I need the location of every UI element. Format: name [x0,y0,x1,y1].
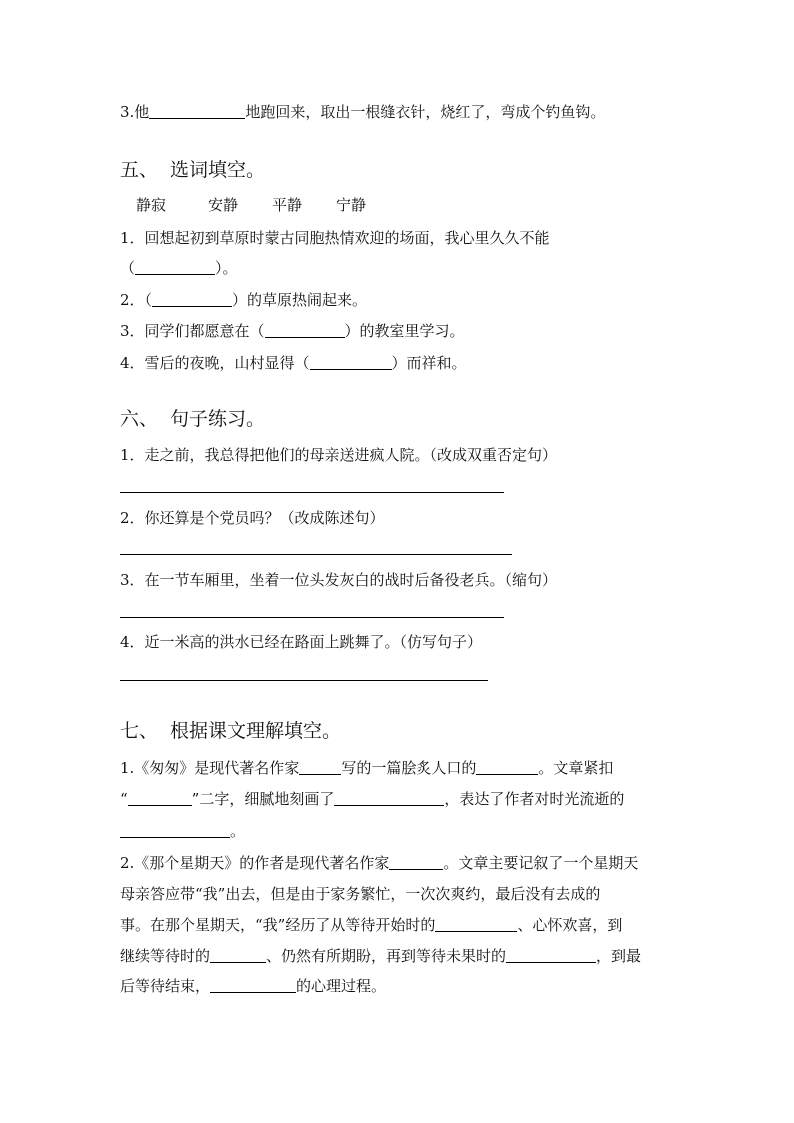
word-choice: 平静 [272,196,303,214]
answer-blank[interactable] [389,854,443,870]
s6-item-4: 4．近一米高的洪水已经在路面上跳舞了。（仿写句子） [120,633,483,651]
section-5-heading: 五、 选词填空。 [120,159,266,181]
answer-blank[interactable] [310,354,392,370]
s5-item-3: 3．同学们都愿意在（ ）的教室里学习。 [120,322,465,340]
answer-line[interactable] [120,554,512,555]
q4-item-3: 3.他 地跑回来，取出一根缝衣针，烧红了，弯成个钓鱼钩。 [120,103,606,121]
answer-blank[interactable] [135,259,215,275]
word-choices [136,195,366,215]
s6-item-3: 3．在一节车厢里，坐着一位头发灰白的战时后备役老兵。（缩句） [120,571,558,589]
s5-item-2: 2．（ ）的草原热闹起来。 [120,291,368,309]
answer-blank[interactable] [435,916,517,932]
answer-line[interactable] [120,492,504,493]
answer-blank[interactable] [210,947,266,963]
answer-blank[interactable] [149,103,245,119]
s5-item-1: 1．回想起初到草原时蒙古同胞热情欢迎的场面，我心里久久不能 [120,229,550,247]
word-choice: 宁静 [336,196,367,214]
answer-blank[interactable] [128,790,192,806]
s5-item-1-cont: （ ）。 [120,259,238,277]
s7-p2-line-2: 母亲答应带“我”出去，但是由于家务繁忙，一次次爽约，最后没有去成的 [120,885,601,903]
answer-blank[interactable] [120,822,230,838]
answer-blank[interactable] [476,759,538,775]
answer-blank[interactable] [506,947,596,963]
answer-line[interactable] [120,617,504,618]
answer-blank[interactable] [334,790,444,806]
word-choice: 静寂 [136,196,167,214]
section-6-heading: 六、 句子练习。 [120,408,266,430]
word-choice: 安静 [208,196,239,214]
section-7-heading: 七、 根据课文理解填空。 [120,720,342,742]
answer-blank[interactable] [299,759,341,775]
s7-p2-line-3: 事。在那个星期天，“我”经历了从等待开始时的 、心怀欢喜，到 [120,916,623,934]
s7-p2-line-5: 后等待结束， 的心理过程。 [120,977,387,995]
s6-item-1: 1．走之前，我总得把他们的母亲送进疯人院。（改成双重否定句） [120,446,558,464]
s7-p2-line-1: 2.《那个星期天》的作者是现代著名作家 。文章主要记叙了一个星期天 [120,854,639,872]
s7-p2-line-4: 继续等待时的 、仍然有所期盼，再到等待未果时的 ，到最 [120,947,642,965]
answer-blank[interactable] [210,977,296,993]
s7-p1-line-1: 1.《匆匆》是现代著名作家 写的一篇脍炙人口的 。文章紧扣 [120,759,614,777]
answer-blank[interactable] [152,291,232,307]
answer-blank[interactable] [265,322,345,338]
s7-p1-line-3: 。 [120,821,245,841]
s6-item-2: 2．你还算是个党员吗？（改成陈述句） [120,509,385,527]
answer-line[interactable] [120,680,488,681]
s7-p1-line-2: “ ”二字，细腻地刻画了 ，表达了作者对时光流逝的 [120,790,625,808]
s5-item-4: 4．雪后的夜晚，山村显得（ ）而祥和。 [120,354,467,372]
